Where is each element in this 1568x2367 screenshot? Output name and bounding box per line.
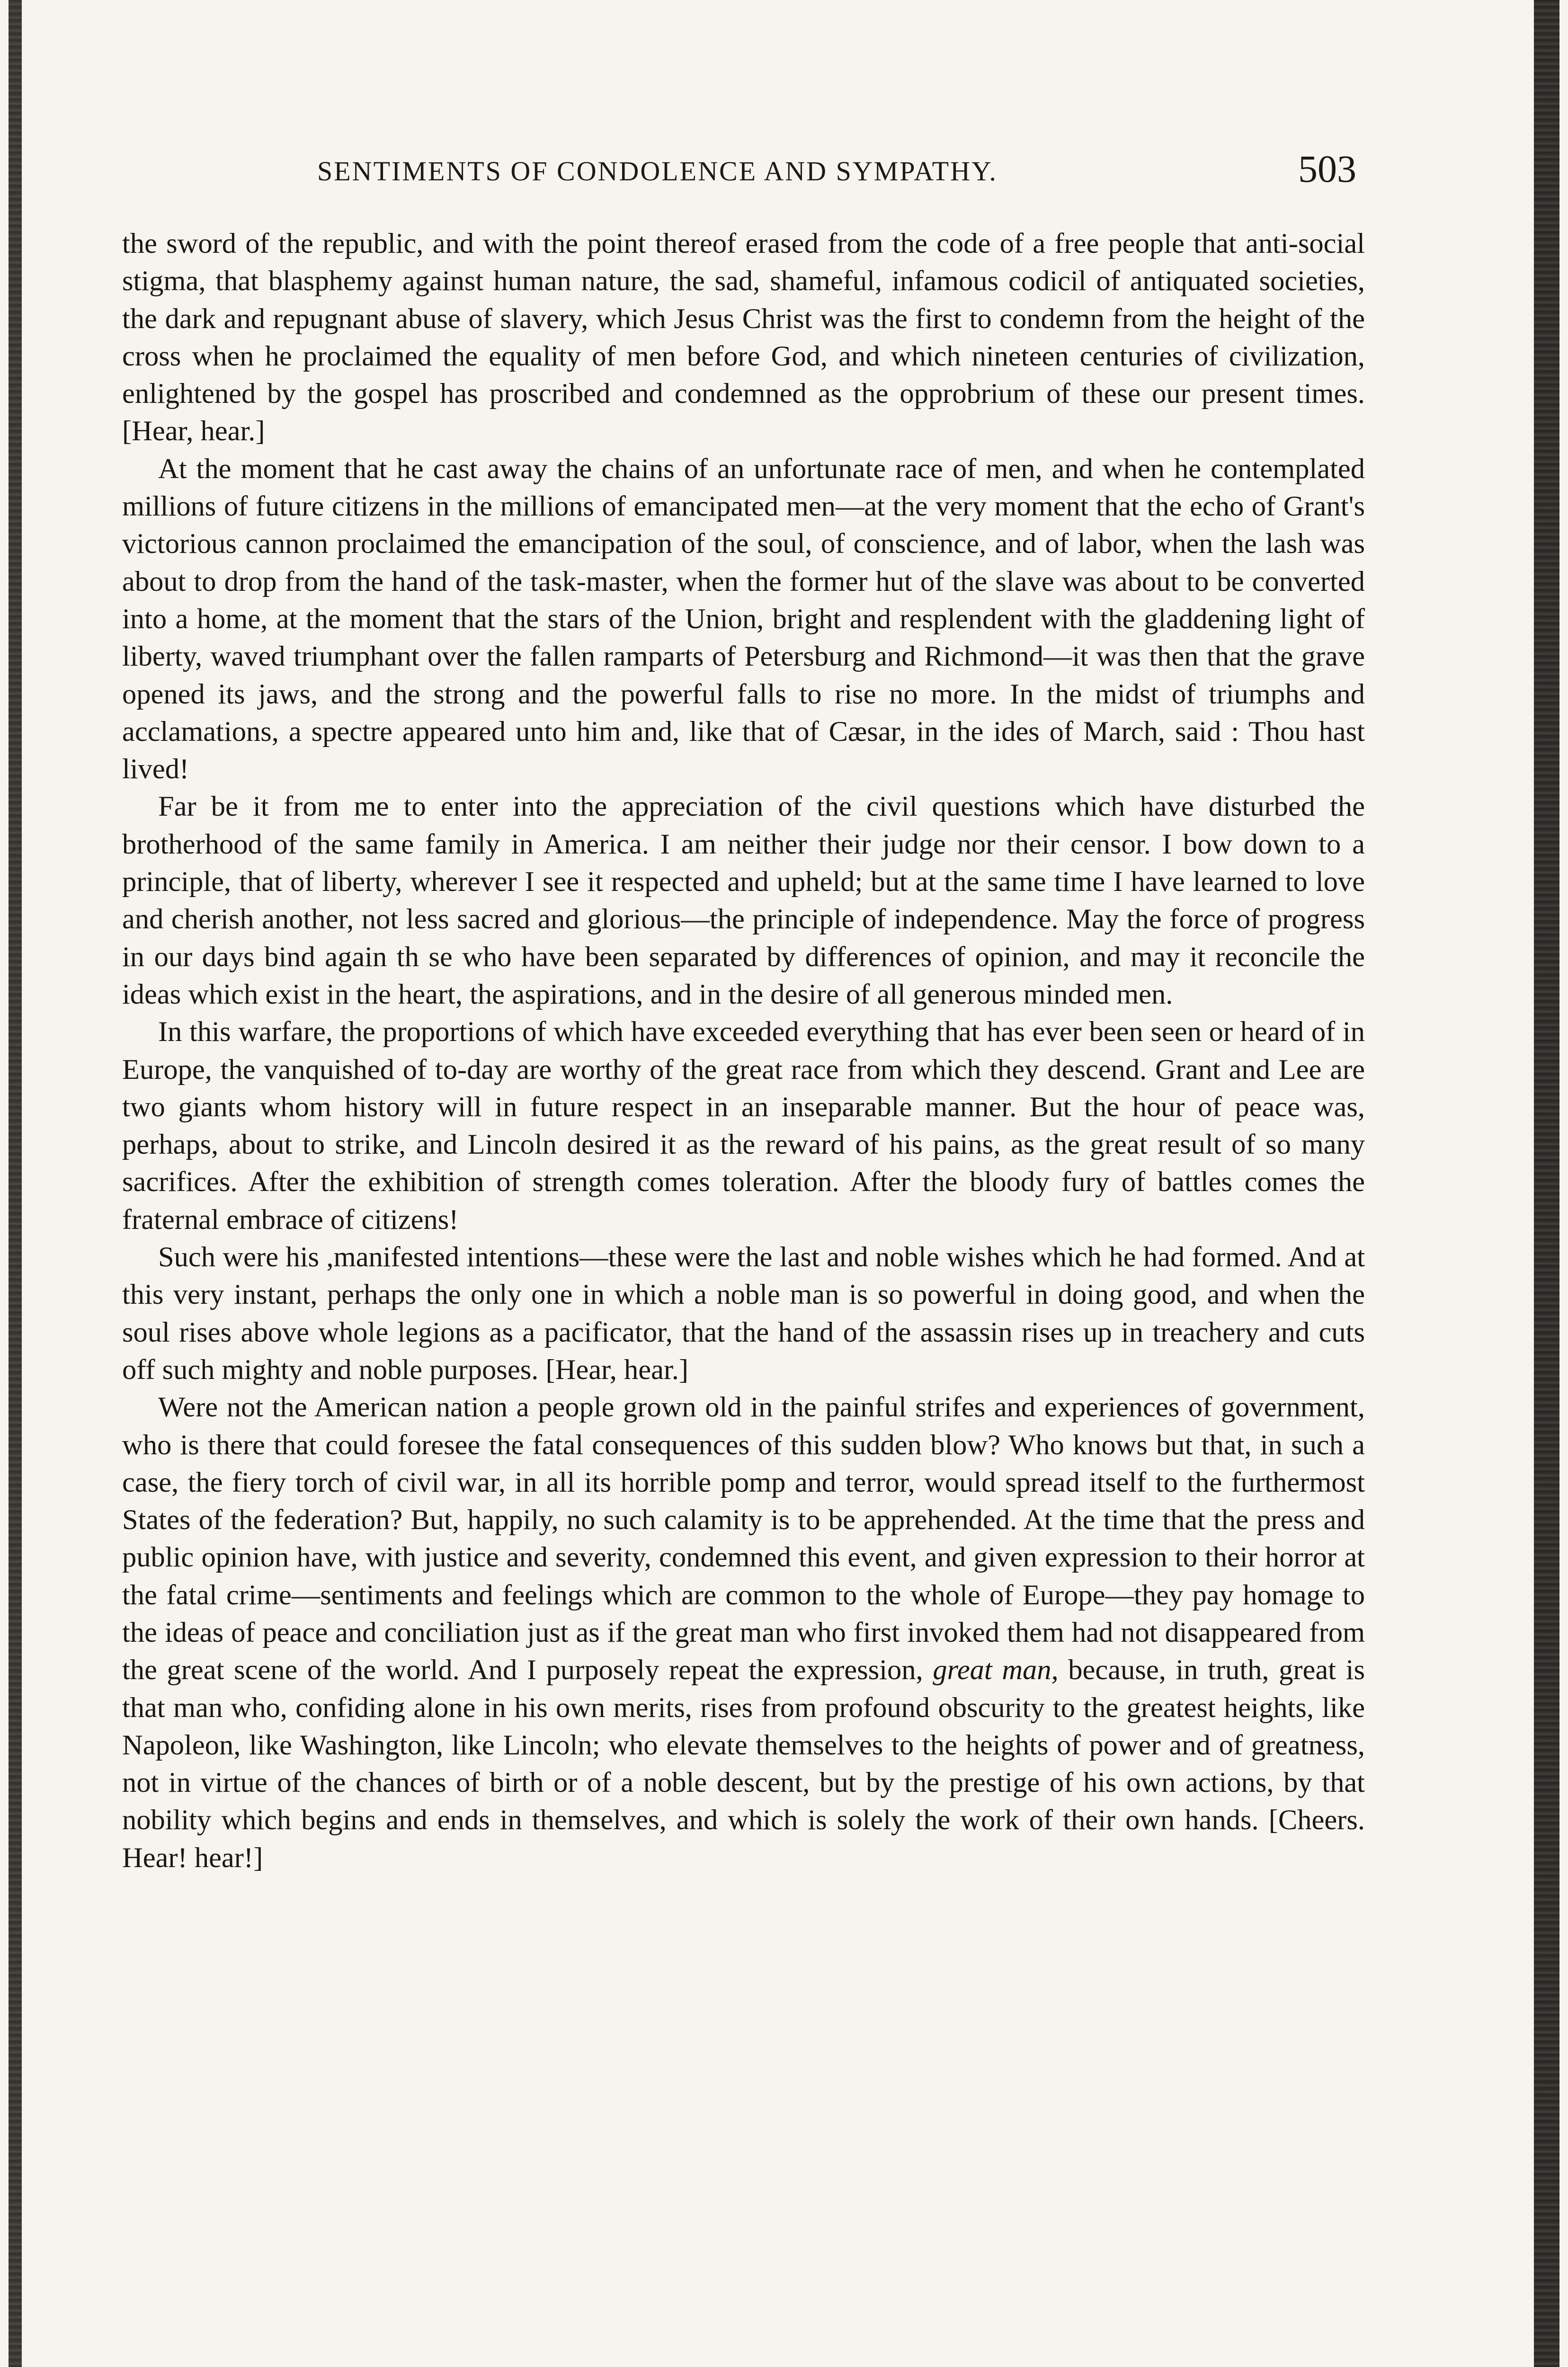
paragraph: Far be it from me to enter into the appreciation of the civil questions which have disturbed the brotherhood of the same family in America. I am neither their judge nor their censor. I bow down to a principle, that of liberty, wherever I see it respected and upheld; but at the same time I have learned to love and cherish another, not less sacred and glorious—the principle of independence. May the force of progress in our days bind again th se who have been separated by differences of opinion, and may it reconcile the ideas which exist in the heart, the aspirations, and in the desire of all generous minded men. <box>122 791 1365 1010</box>
page-number: 503 <box>1298 147 1356 190</box>
paragraph: In this warfare, the proportions of which have exceeded everything that has ever been seen or heard of in Europe, the vanquished of to-day are worthy of the great race from which they descend. Grant and Lee are two giants whom history will in future respect in an inseparable manner. But the hour of peace was, perhaps, about to strike, and Lincoln desired it as the reward of his pains, as the great result of so many sacrifices. After the exhibition of strength comes toleration. After the bloody fury of battles comes the fraternal embrace of citizens! <box>122 1016 1365 1236</box>
emphasized-phrase: great man, <box>933 1654 1059 1686</box>
paragraph: Such were his ,manifested intentions—these were the last and noble wishes which he had formed. And at this very instant, perhaps the only one in which a noble man is so powerful in doing good, and when the soul rises above whole legions as a pacificator, that the hand of the assassin rises up in treachery and cuts off such mighty and noble purposes. [Hear, hear.] <box>122 1241 1365 1386</box>
page-header <box>121 142 1361 199</box>
paragraph: At the moment that he cast away the chains of an unfortunate race of men, and when he contemplated millions of future citizens in the millions of emancipated men—at the very moment that the echo of Grant's victorious cannon proclaimed the emancipation of the soul, of conscience, and of labor, when the lash was about to drop from the hand of the task-master, when the former hut of the slave was about to be converted into a home, at the moment that the stars of the Union, bright and resplendent with the gladdening light of liberty, waved triumphant over the fallen ramparts of Petersburg and Richmond—it was then that the grave opened its jaws, and the strong and the powerful falls to rise no more. In the midst of triumphs and acclamations, a spectre appeared unto him and, like that of Cæsar, in the ides of March, said : Thou hast lived! <box>122 453 1365 785</box>
body-text <box>122 225 1365 1877</box>
left-binding-edge <box>9 0 22 2367</box>
paragraph-final <box>122 1388 1365 1877</box>
running-head: SENTIMENTS OF CONDOLENCE AND SYMPATHY. <box>317 156 998 187</box>
paragraph-text: because, in truth, great is that man who, confiding alone in his own merits, rises from profound obscurity to the greatest heights, like Napoleon, like Washington, like Lincoln; who elevate themselves to the heights of power and of greatness, not in virtue of the chances of birth or of a noble descent, but by the prestige of his own actions, by that nobility which begins and ends in themselves, and which is solely the work of their own hands. [Cheers. Hear! hear!] <box>122 1654 1365 1874</box>
paragraph-text: Were not the American nation a people grown old in the painful strifes and experiences of government, who is there that could foresee the fatal consequences of this sudden blow? Who knows but that, in such a case, the fiery torch of civil war, in all its horrible pomp and terror, would spread itself to the furthermost States of the federation? But, happily, no such calamity is to be apprehended. At the time that the press and public opinion have, with justice and severity, condemned this event, and given expression to their horror at the fatal crime—sentiments and feelings which are common to the whole of Europe—they pay homage to the ideas of peace and conciliation just as if the great man who first invoked them had not disappeared from the great scene of the world. And I purposely repeat the expression, <box>122 1391 1365 1686</box>
right-binding-edge <box>1534 0 1559 2367</box>
paragraph: the sword of the republic, and with the point thereof erased from the code of a free people that anti-social stigma, that blasphemy against human nature, the sad, shameful, infamous codicil of antiquated societies, the dark and repugnant abuse of slavery, which Jesus Christ was the first to condemn from the height of the cross when he proclaimed the equality of men before God, and which nineteen centuries of civilization, enlightened by the gospel has proscribed and condemned as the opprobrium of these our present times. [Hear, hear.] <box>122 228 1365 447</box>
